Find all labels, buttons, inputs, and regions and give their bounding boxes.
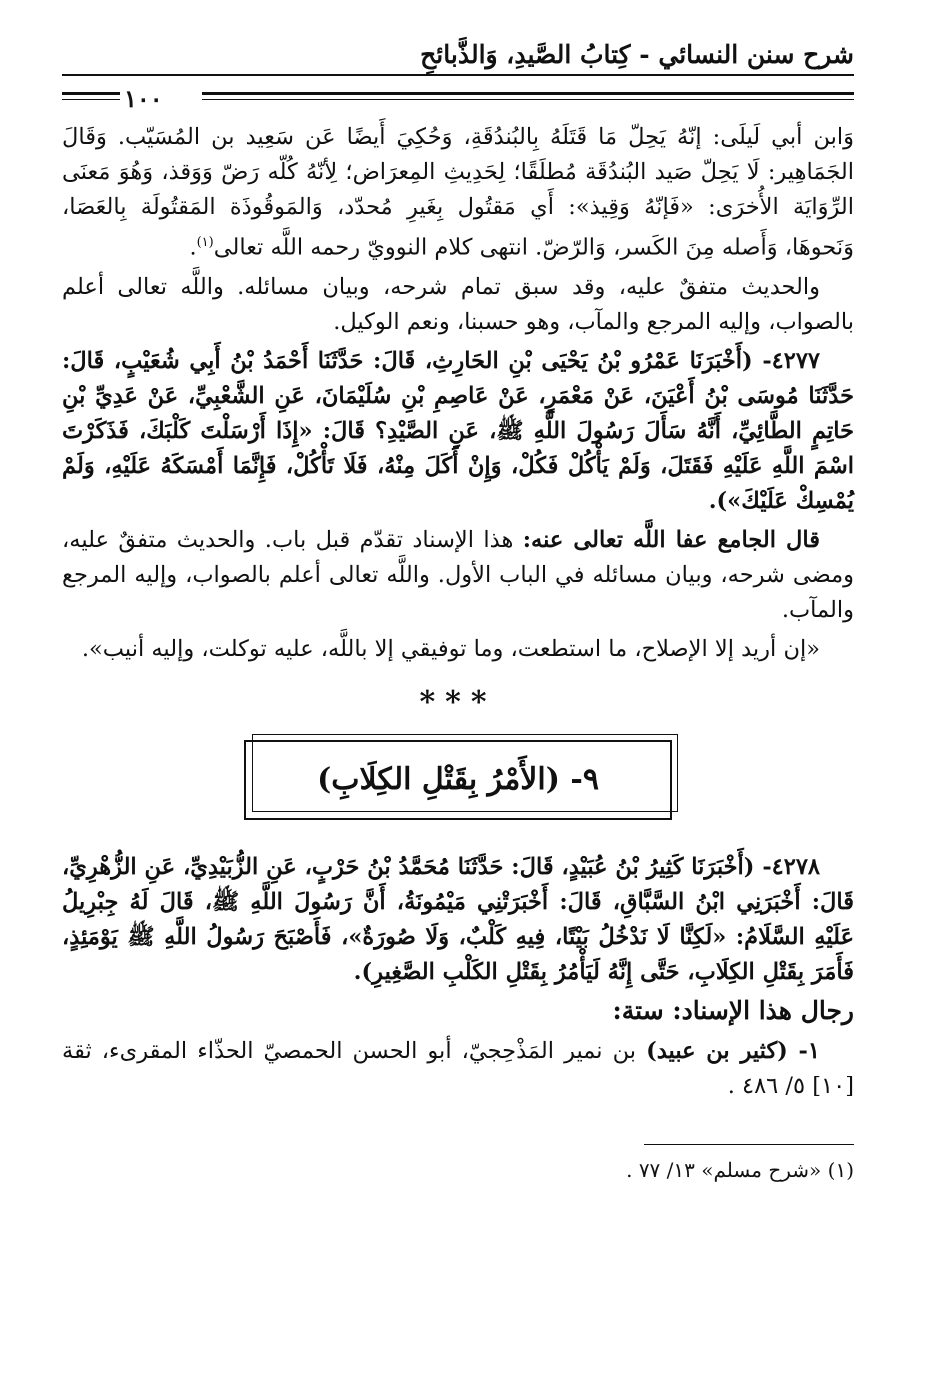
paragraph-dua: «إن أريد إلا الإصلاح، ما استطعت، وما توفيقي إلا باللَّه، عليه توكلت، وإليه أنيب».	[81, 635, 820, 662]
narrator-text: بن نمير المَذْحِجيّ، أبو الحسن الحمصيّ الحذّاء المقرىء، ثقة [١٠] ٥/ ٤٨٦ .	[62, 1037, 854, 1099]
section-separator: ***	[419, 684, 497, 720]
header-rule-main	[202, 92, 854, 100]
page	[62, 40, 854, 1185]
hadith-4278: ٤٢٧٨- (أَخْبَرَنَا كَثِيرُ بْنُ عُبَيْدٍ، قَالَ: حَدَّثَنَا مُحَمَّدُ بْنُ حَرْبٍ، عَنِ الزُّبَيْدِيِّ، عَنِ الزُّهْرِيِّ، قَالَ: أَخْبَرَنِي ابْنُ السَّبَّاقِ، قَالَ: أَخْبَرَتْنِي مَيْمُونَةُ، أَنَّ رَسُولَ اللَّهِ ﷺ، قَالَ لَهُ جِبْرِيلُ عَلَيْهِ السَّلَامُ: «لَكِنَّا لَا نَدْخُلُ بَيْتًا، فِيهِ كَلْبٌ، وَلَا صُورَةٌ»، فَأَصْبَحَ رَسُولُ اللَّهِ ﷺ يَوْمَئِذٍ، فَأَمَرَ بِقَتْلِ الكِلَابِ، حَتَّى إِنَّهُ لَيَأْمُرُ بِقَتْلِ الكَلْبِ الصَّغِيرِ).	[62, 853, 854, 985]
paragraph-commentary	[62, 523, 854, 628]
chapter-box-wrap	[62, 740, 854, 820]
header-rule-left	[62, 92, 120, 100]
running-title: شرح سنن النسائي - كِتابُ الصَّيدِ، وَالذَّبائحِ	[420, 40, 854, 69]
chapter-heading: ٩- (الأَمْرُ بِقَتْلِ الكِلَابِ)	[317, 762, 599, 797]
hadith-4277: ٤٢٧٧- (أَخْبَرَنَا عَمْرُو بْنُ يَحْيَى بْنِ الحَارِثِ، قَالَ: حَدَّثَنَا أَحْمَدُ بْنُ أَبِي شُعَيْبٍ، قَالَ: حَدَّثَنَا مُوسَى بْنُ أَعْيَنَ، عَنْ مَعْمَرٍ، عَنْ عَاصِمِ بْنِ سُلَيْمَانَ، عَنِ الشَّعْبِيِّ، عَنْ عَدِيِّ بْنِ حَاتِمٍ الطَّائِيِّ، أَنَّهُ سَأَلَ رَسُولَ اللَّهِ ﷺ، عَنِ الصَّيْدِ؟ قَالَ: «إِذَا أَرْسَلْتَ كَلْبَكَ، فَذَكَرْتَ اسْمَ اللَّهِ عَلَيْهِ فَقَتَلَ، وَلَمْ يَأْكُلْ فَكُلْ، وَإِنْ أَكَلَ مِنْهُ، فَلَا تَأْكُلْ، فَإِنَّمَا أَمْسَكَهُ عَلَيْهِ، وَلَمْ يُمْسِكْ عَلَيْكَ»).	[62, 347, 854, 514]
page-number: ١٠٠	[124, 84, 163, 113]
narrator-1	[62, 1034, 854, 1104]
page-body	[62, 120, 854, 1185]
page-header	[62, 40, 854, 113]
narrator-name: ١- (كثير بن عبيد)	[646, 1037, 820, 1064]
footnote-1: (١) «شرح مسلم» ١٣/ ٧٧ .	[626, 1157, 854, 1182]
paragraph-text: وَابن أبي لَيلَى: إنّهُ يَحِلّ مَا قَتَلَهُ بِالبُندُقَةِ، وَحُكِيَ أَيضًا عَن سَعِيد بن المُسَيّب. وَقَالَ الجَمَاهِير: لَا يَحِلّ صَيد البُندُقَة مُطلَقًا؛ لِحَدِيثِ المِعرَاض؛ لِأنّهُ كُلّه رَضّ وَوَقذ، وَهُوَ مَعنَى الرِّوَايَة الأُخرَى: «فَإنّهُ وَقِيذ»: أَي مَقتُول بِغَيرِ مُحدّد، وَالمَوقُوذَة المَقتُولَة بِالعَصَا، وَنَحوهَا، وَأَصله مِنَ الكَسر، وَالرّضّ. انتهى كلام النوويّ رحمه اللَّه تعالى	[62, 124, 854, 261]
commentary-text: هذا الإسناد تقدّم قبل باب. والحديث متفقٌ عليه، ومضى شرحه، وبيان مسائله في الباب الأول. واللَّه تعالى أعلم بالصواب، وإليه المرجع والمآب.	[62, 526, 854, 623]
chapter-heading-box	[244, 740, 672, 820]
paragraph-conclusion: والحديث متفقٌ عليه، وقد سبق تمام شرحه، وبيان مسائله. واللَّه تعالى أعلم بالصواب، وإليه المرجع والمآب، وهو حسبنا، ونعم الوكيل.	[62, 273, 854, 335]
header-rule-top	[62, 74, 854, 76]
footnote-rule	[644, 1144, 854, 1145]
paragraph-nawawi-quote: وَابن أبي لَيلَى: إنّهُ يَحِلّ مَا قَتَلَهُ بِالبُندُقَةِ، وَحُكِيَ أَيضًا عَن سَعِيد بن المُسَيّب. وَقَالَ الجَمَاهِير: لَا يَحِلّ صَيد البُندُقَة مُطلَقًا؛ لِحَدِيثِ المِعرَاض؛ لِأنّهُ كُلّه رَضّ وَوَقذ، وَهُوَ مَعنَى الرِّوَايَة الأُخرَى: «فَإنّهُ وَقِيذ»: أَي مَقتُول بِغَيرِ مُحدّد، وَالمَوقُوذَة المَقتُولَة بِالعَصَا، وَنَحوهَا، وَأَصله مِنَ الكَسر، وَالرّضّ. انتهى كلام النوويّ رحمه اللَّه تعالى$^{(١)}$.	[62, 124, 854, 261]
commentary-lead: قال الجامع عفا اللَّه تعالى عنه:	[522, 526, 820, 553]
section-heading: رجال هذا الإسناد: ستة:	[612, 995, 854, 1025]
footnote-ref: (١)	[196, 235, 214, 250]
